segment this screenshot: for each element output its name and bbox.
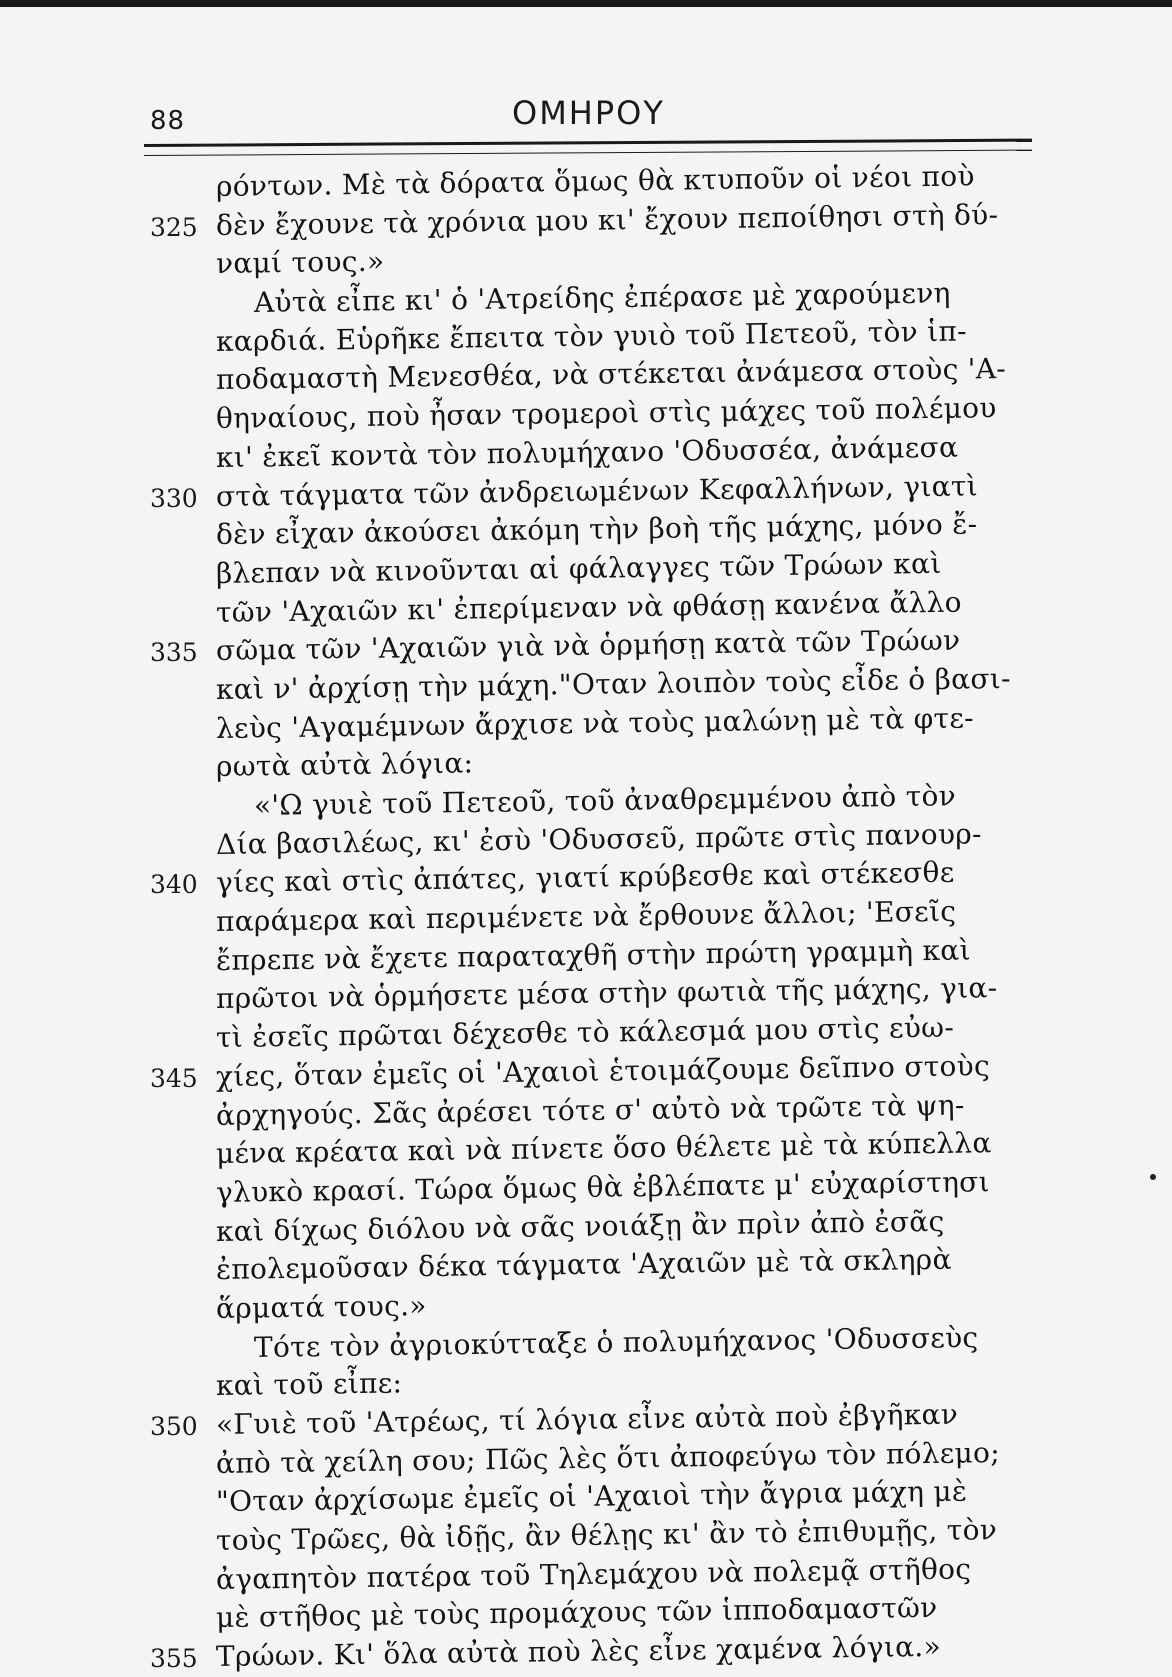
line-text: τοὺς Τρῶες, θὰ ἰδῇς, ἂν θέλῃς κι' ἂν τὸ ἐπιθυμῇς, τὸν xyxy=(215,1513,998,1558)
line-text: «'Ω γυιὲ τοῦ Πετεοῦ, τοῦ ἀναθρεμμένου ἀπὸ τὸν xyxy=(253,779,957,822)
line-text: στὰ τάγματα τῶν ἀνδρειωμένων Κεφαλλήνων, γιατὶ xyxy=(215,468,979,513)
line-text: καρδιά. Εὑρῆκε ἔπειτα τὸν γυιὸ τοῦ Πετεοῦ, τὸν ἱπ- xyxy=(215,314,968,358)
line-text: καὶ δίχως διόλου νὰ σᾶς νοιάξῃ ἂν πρὶν ἀπὸ ἐσᾶς xyxy=(215,1204,945,1248)
line-number: 325 xyxy=(150,212,198,242)
text-line xyxy=(150,1320,1030,1368)
line-number: 355 xyxy=(150,1644,198,1674)
line-text: ἅρματά τους.» xyxy=(215,1288,427,1325)
line-text: τὶ ἐσεῖς πρῶται δέχεσθε τὸ κάλεσμά μου στὶς εὐω- xyxy=(215,1010,955,1055)
line-text: Τότε τὸν ἀγριοκύτταξε ὁ πολυμήχανος 'Οδυσσεὺς xyxy=(253,1320,979,1364)
page-number: 88 xyxy=(150,106,186,136)
line-text: δὲν ἔχουνε τὰ χρόνια μου κι' ἔχουν πεποίθησι στὴ δύ- xyxy=(215,197,999,242)
scan-top-edge xyxy=(0,0,1172,7)
line-text: θηναίους, ποὺ ἦσαν τρομεροὶ στὶς μάχες τοῦ πολέμου xyxy=(215,391,997,436)
body-text xyxy=(150,159,1030,1677)
line-text: λεὺς 'Αγαμέμνων ἄρχισε νὰ τοὺς μαλώνῃ μὲ τὰ φτε- xyxy=(215,701,975,745)
line-text: μένα κρέατα καὶ νὰ πίνετε ὅσο θέλετε μὲ τὰ κύπελλα xyxy=(215,1126,992,1171)
line-text: δὲν εἶχαν ἀκούσει ἀκόμη τὴν βοὴ τῆς μάχης, μόνο ἔ- xyxy=(215,507,978,552)
line-text: ρόντων. Μὲ τὰ δόρατα ὅμως θὰ κτυποῦν οἱ νέοι ποὺ xyxy=(215,159,975,203)
line-text: ἀρχηγούς. Σᾶς ἀρέσει τότε σ' αὐτὸ νὰ τρῶτε τὰ ψη- xyxy=(215,1088,965,1132)
margin-ink-speck xyxy=(1150,1174,1156,1180)
line-text: βλεπαν νὰ κινοῦνται αἱ φάλαγγες τῶν Τρώων καὶ xyxy=(215,546,942,590)
text-line xyxy=(150,197,1030,246)
line-number: 340 xyxy=(150,870,198,900)
line-text: καὶ ν' ἀρχίσῃ τὴν μάχη."Οταν λοιπὸν τοὺς εἶδε ὁ βασι- xyxy=(215,661,1012,706)
header-rule-thick xyxy=(144,139,1032,147)
line-text: ἀπὸ τὰ χείλη σου; Πῶς λὲς ὅτι ἀποφεύγω τὸν πόλεμο; xyxy=(215,1435,1001,1480)
line-text: ρωτὰ αὐτὰ λόγια: xyxy=(215,746,474,784)
line-text: ἔπρεπε νὰ ἔχετε παραταχθῆ στὴν πρώτη γραμμὴ καὶ xyxy=(215,933,971,977)
line-text: χίες, ὅταν ἐμεῖς οἱ 'Αχαιοὶ ἑτοιμάζουμε δεῖπνο στοὺς xyxy=(215,1049,991,1093)
text-line xyxy=(150,701,1030,749)
line-text: γίες καὶ στὶς ἀπάτες, γιατί κρύβεσθε καὶ στέκεσθε xyxy=(215,856,955,900)
text-line xyxy=(150,1242,1030,1290)
text-line xyxy=(150,1630,1030,1677)
line-text: γλυκὸ κρασί. Τώρα ὅμως θὰ ἐβλέπατε μ' εὐχαρίστησι xyxy=(215,1165,991,1209)
line-text: ἐπολεμοῦσαν δέκα τάγματα 'Αχαιῶν μὲ τὰ σκληρὰ xyxy=(215,1242,952,1287)
line-text: Αὐτὰ εἶπε κι' ὁ 'Ατρείδης ἐπέρασε μὲ χαρούμενη xyxy=(253,276,951,320)
line-text: τῶν 'Αχαιῶν κι' ἐπερίμεναν νὰ φθάσῃ κανένα ἄλλο xyxy=(215,585,963,629)
line-number: 350 xyxy=(150,1412,198,1441)
line-text: Τρώων. Κι' ὅλα αὐτὰ ποὺ λὲς εἶνε χαμένα λόγια.» xyxy=(215,1630,942,1674)
line-text: ποδαμαστὴ Μενεσθέα, νὰ στέκεται ἀνάμεσα στοὺς 'Α- xyxy=(215,352,1007,397)
header-rule-thin xyxy=(144,150,1032,156)
line-text: "Οταν ἀρχίσωμε ἐμεῖς οἱ 'Αχαιοὶ τὴν ἄγρια μάχη μὲ xyxy=(215,1474,968,1519)
line-text: κι' ἐκεῖ κοντὰ τὸν πολυμήχανο 'Οδυσσέα, ἀνάμεσα xyxy=(215,430,959,474)
line-text: πρῶτοι νὰ ὁρμήσετε μέσα στὴν φωτιὰ τῆς μάχης, για- xyxy=(215,971,998,1016)
running-title: ΟΜΗΡΟΥ xyxy=(512,94,665,132)
line-text: Δία βασιλέως, κι' ἐσὺ 'Οδυσσεῦ, πρῶτε στὶς πανουρ- xyxy=(215,816,983,861)
line-number: 345 xyxy=(150,1063,198,1093)
line-text: μὲ στῆθος μὲ τοὺς προμάχους τῶν ἱπποδαμαστῶν xyxy=(215,1591,938,1635)
line-text: «Γυιὲ τοῦ 'Ατρέως, τί λόγια εἶνε αὐτὰ ποὺ ἐβγῆκαν xyxy=(215,1397,959,1441)
line-text: καὶ τοῦ εἶπε: xyxy=(215,1366,403,1403)
line-text: ἀγαπητὸν πατέρα τοῦ Τηλεμάχου νὰ πολεμᾷ στῆθος xyxy=(215,1552,972,1596)
line-number: 335 xyxy=(150,638,198,668)
line-number: 330 xyxy=(150,483,198,513)
line-text: σῶμα τῶν 'Αχαιῶν γιὰ νὰ ὁρμήσῃ κατὰ τῶν Τρώων xyxy=(215,623,961,668)
line-text: ναμί τους.» xyxy=(215,245,385,281)
line-text: παράμερα καὶ περιμένετε νὰ ἔρθουνε ἄλλοι; 'Εσεῖς xyxy=(215,894,957,939)
